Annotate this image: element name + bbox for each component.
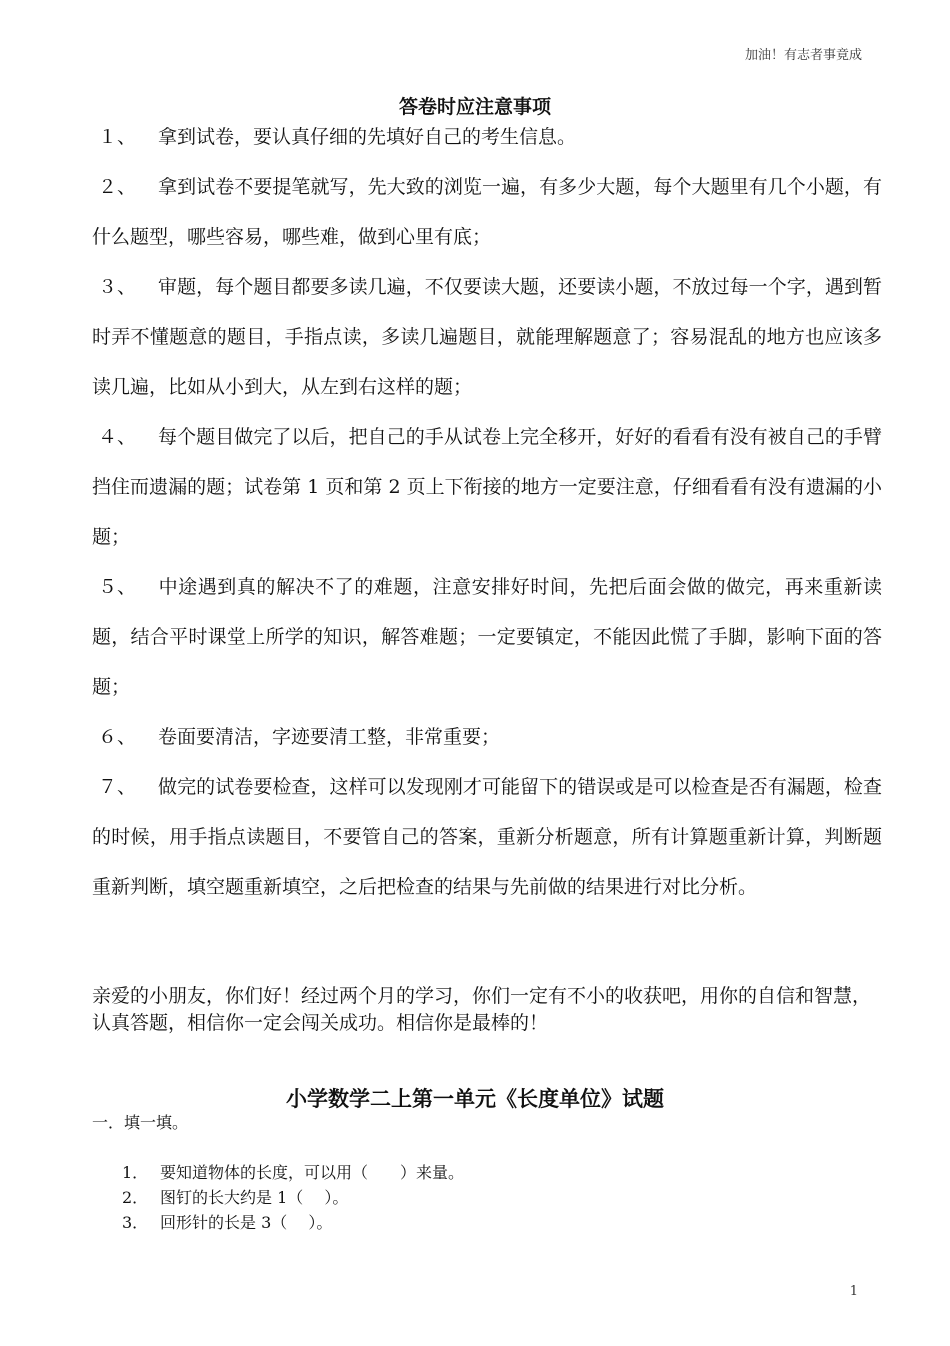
question-item-2 [122,1185,464,1210]
note-item-5 [92,562,882,712]
note-number: ２、 [98,176,137,198]
header-motto: 加油！有志者事竟成 [744,48,862,63]
note-item-2 [92,162,882,262]
question-number: 2． [122,1188,149,1207]
note-text: 拿到试卷不要提笔就写，先大致的浏览一遍，有多少大题，每个大题里有几个小题，有什么题型，哪些容易，哪些难，做到心里有底； [92,176,882,248]
notes-title: 答卷时应注意事项 [398,96,551,118]
notes-list [92,112,882,912]
question-number: 1． [122,1163,149,1182]
note-number: ５、 [98,576,137,598]
note-item-3 [92,262,882,412]
encouragement-text: 亲爱的小朋友，你们好！经过两个月的学习，你们一定有不小的收获吧，用你的自信和智慧，认真答题，相信你一定会闯关成功。相信你是最棒的！ [92,985,872,1034]
note-number: ６、 [98,726,137,748]
note-text: 拿到试卷，要认真仔细的先填好自己的考生信息。 [158,126,577,148]
note-text: 中途遇到真的解决不了的难题，注意安排好时间，先把后面会做的做完，再来重新读题，结合平时课堂上所学的知识，解答难题；一定要镇定，不能因此慌了手脚，影响下面的答题； [92,576,882,698]
question-text: 回形针的长是 3（ ）。 [160,1213,333,1232]
question-number: 3． [122,1213,149,1232]
note-item-1 [92,112,882,162]
question-text: 要知道物体的长度，可以用（ ）来量。 [160,1163,465,1182]
note-number: ４、 [98,426,137,448]
note-text: 卷面要清洁，字迹要清工整，非常重要； [158,726,501,748]
note-item-7 [92,762,882,912]
question-text: 图钉的长大约是 1（ ）。 [160,1188,349,1207]
note-item-4 [92,412,882,562]
page-number: 1 [849,1284,858,1299]
note-number: ３、 [98,276,137,298]
note-text: 做完的试卷要检查，这样可以发现刚才可能留下的错误或是可以检查是否有漏题，检查的时候，用手指点读题目，不要管自己的答案，重新分析题意，所有计算题重新计算，判断题重新判断，填空题重新填空，之后把检查的结果与先前做的结果进行对比分析。 [92,776,882,898]
question-list [122,1160,464,1235]
note-item-6 [92,712,882,762]
note-number: ７、 [98,776,137,798]
note-text: 审题，每个题目都要多读几遍，不仅要读大题，还要读小题，不放过每一个字，遇到暂时弄不懂题意的题目，手指点读，多读几遍题目，就能理解题意了；容易混乱的地方也应该多读几遍，比如从小到大，从左到右这样的题； [92,276,882,398]
question-item-1 [122,1160,464,1185]
section-heading: 一．填一填。 [92,1113,189,1132]
exam-title: 小学数学二上第一单元《长度单位》试题 [286,1086,664,1111]
note-number: １、 [98,126,137,148]
question-item-3 [122,1210,464,1235]
note-text: 每个题目做完了以后，把自己的手从试卷上完全移开，好好的看看有没有被自己的手臂挡住而遗漏的题；试卷第 1 页和第 2 页上下衔接的地方一定要注意，仔细看看有没有遗漏的小题； [92,426,882,548]
